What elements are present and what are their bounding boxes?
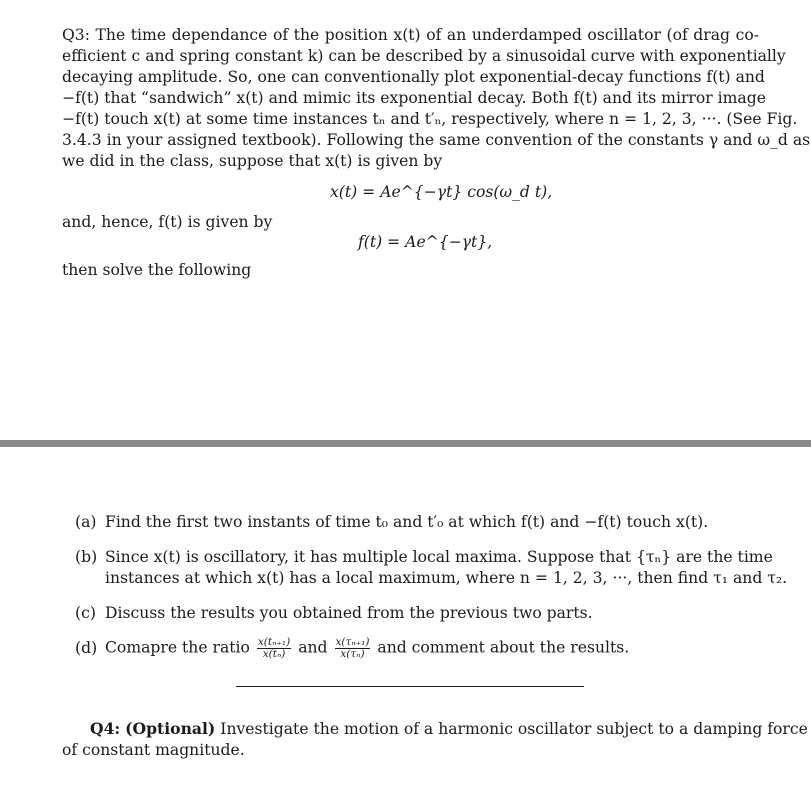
- part-c-text: Discuss the results you obtained from the previous two parts.: [105, 604, 593, 622]
- ratio-t-fraction: [257, 637, 291, 660]
- q3-line-4: −f(t) that “sandwich” x(t) and mimic its exponential decay. Both f(t) and its mirror image: [62, 89, 766, 107]
- part-d-text-before: Comapre the ratio: [105, 638, 250, 657]
- q3-line-1: Q3: The time dependance of the position x(t) of an underdamped oscillator (of drag co-: [62, 26, 759, 44]
- part-c-label: (c): [75, 604, 96, 622]
- ratio-tau-fraction: [335, 637, 371, 660]
- horizontal-rule: [236, 686, 584, 687]
- part-a-text: Find the first two instants of time t₀ and t′₀ at which f(t) and −f(t) touch x(t).: [105, 513, 709, 531]
- and-hence-text: and, hence, f(t) is given by: [62, 213, 273, 231]
- q4-line-1: [62, 718, 808, 740]
- q3-line-5: −f(t) touch x(t) at some time instances tₙ and t′ₙ, respectively, where n = 1, 2, 3, ···. (See Fig.: [62, 110, 798, 128]
- q3-line-3: decaying amplitude. So, one can conventionally plot exponential-decay functions f(t) and: [62, 68, 765, 86]
- equation-f-of-t: f(t) = Ae^{−γt},: [358, 233, 493, 251]
- part-d-text-after: and comment about the results.: [377, 638, 630, 657]
- q3-line-6: 3.4.3 in your assigned textbook). Following the same convention of the constants γ and ω_d as: [62, 131, 811, 149]
- part-b: [75, 547, 787, 589]
- q4-line-1-text: Investigate the motion of a harmonic oscillator subject to a damping force: [220, 720, 808, 738]
- ratio-t-denominator: x(tₙ): [262, 648, 286, 660]
- q4-label: Q4:: [90, 719, 121, 738]
- part-d-text-mid: and: [298, 638, 328, 657]
- part-b-label: (b): [75, 548, 98, 566]
- q4-optional: (Optional): [125, 719, 216, 738]
- q3-line-7: we did in the class, suppose that x(t) is given by: [62, 152, 443, 170]
- part-a: [75, 512, 708, 533]
- part-a-label: (a): [75, 513, 97, 531]
- q4-paragraph: [62, 718, 808, 761]
- equation-x-of-t: x(t) = Ae^{−γt} cos(ω_d t),: [330, 183, 553, 201]
- section-divider: [0, 440, 811, 447]
- ratio-t-numerator: x(tₙ₊₁): [257, 636, 291, 648]
- q4-line-2: of constant magnitude.: [62, 741, 245, 759]
- then-solve-text: then solve the following: [62, 261, 252, 279]
- q3-line-2: efficient c and spring constant k) can be described by a sinusoidal curve with exponentially: [62, 47, 786, 65]
- part-d-label: (d): [75, 638, 98, 657]
- ratio-tau-denominator: x(τₙ): [340, 648, 365, 660]
- ratio-tau-numerator: x(τₙ₊₁): [335, 636, 370, 648]
- part-c: [75, 603, 593, 624]
- part-b-text: Since x(t) is oscillatory, it has multiple local maxima. Suppose that {τₙ} are the time: [105, 548, 773, 566]
- q3-paragraph: [62, 25, 811, 172]
- part-b-text-continued: instances at which x(t) has a local maximum, where n = 1, 2, 3, ···, then find τ₁ and τ₂.: [105, 569, 788, 587]
- part-d: [75, 637, 629, 660]
